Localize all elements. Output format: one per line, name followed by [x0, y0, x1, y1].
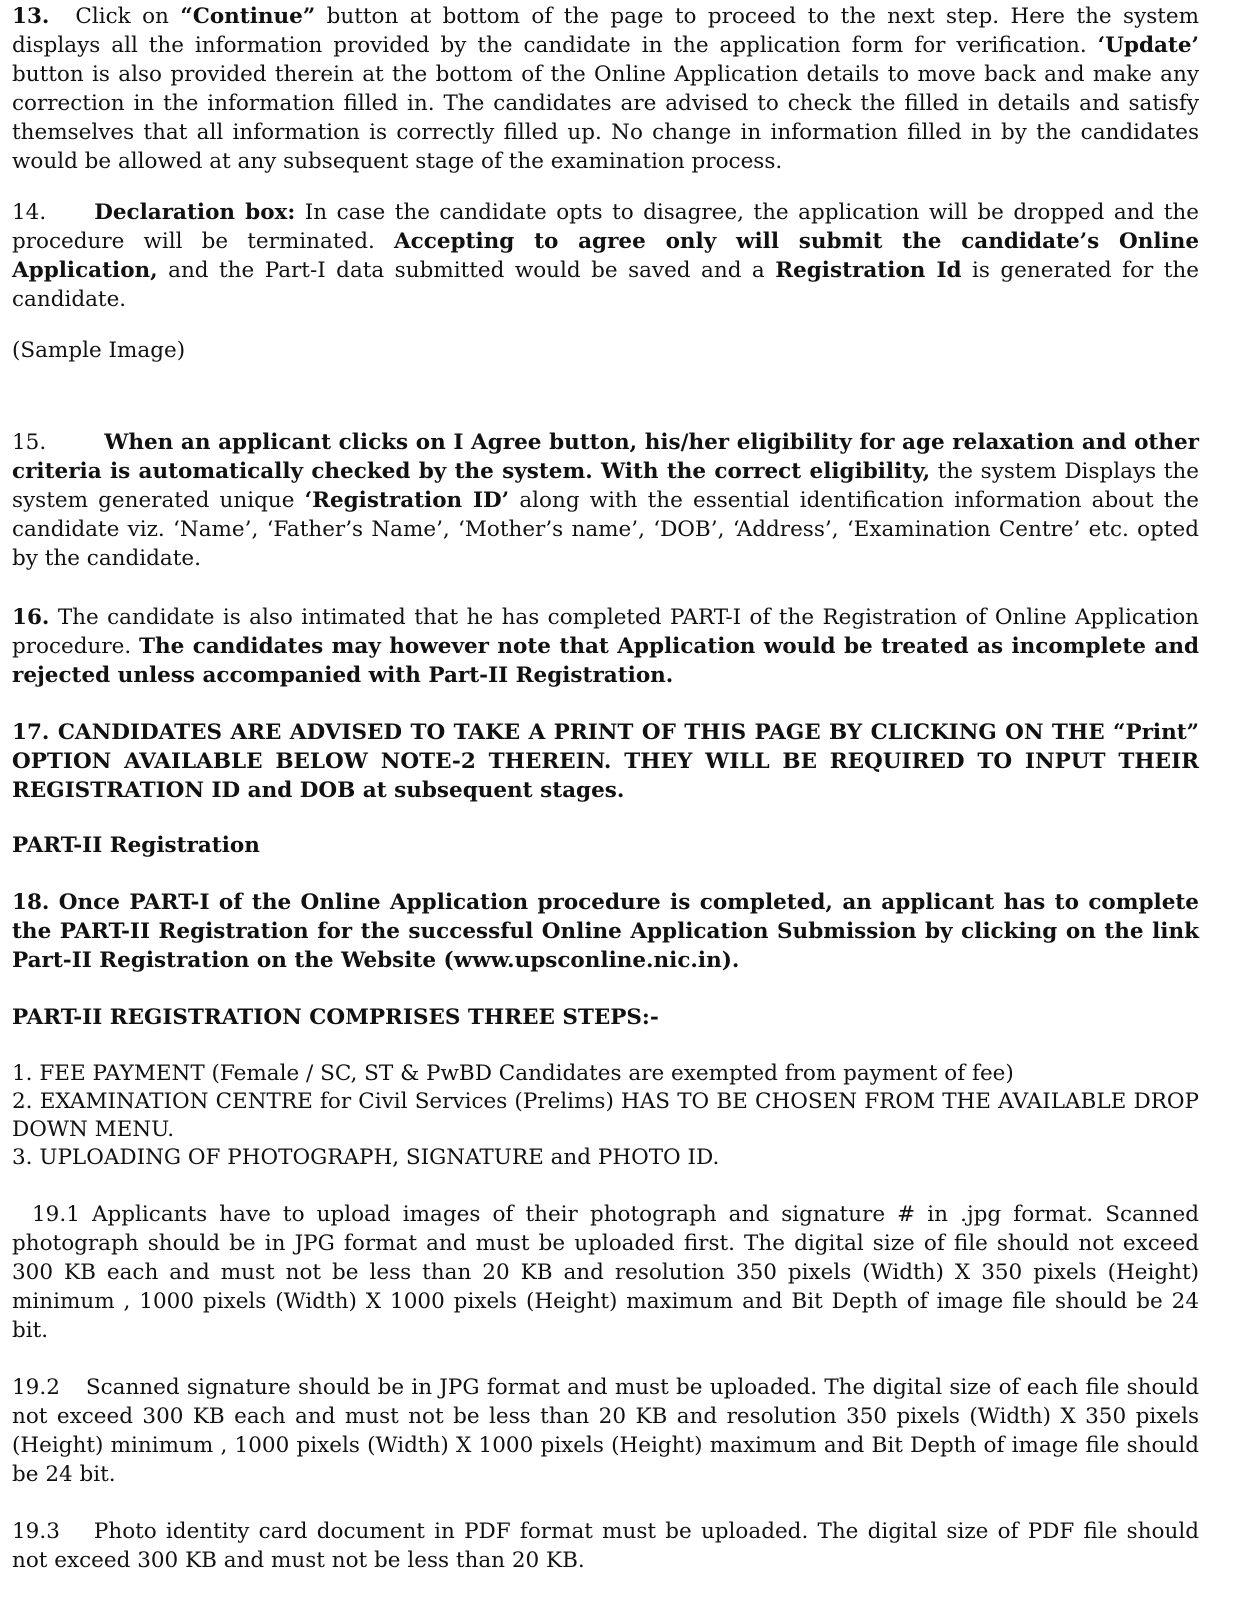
paragraph-19-1: 19.1 Applicants have to upload images of their photograph and signature # in .jpg format. Scanned photograph should be in JPG format and must be uploaded first. The digital size of file should not exceed 300 KB each and must not be less than 20 KB and resolution 350 pixels (Width) X 350 pixels (Height) minimum , 1000 pixels (Width) X 1000 pixels (Height) maximum and Bit Depth of image file should be 24 bit.: [12, 1202, 1199, 1343]
paragraph-13-number: 13.: [12, 4, 50, 29]
steps-heading: PART-II REGISTRATION COMPRISES THREE STEPS:-: [12, 1005, 659, 1030]
paragraph-16: 16. The candidate is also intimated that he has completed PART-I of the Registration of Online Application procedure. The candidates may however note that Application would be treated as incomplete and rejected unless accompanied with Part-II Registration.: [12, 605, 1200, 688]
part2-heading: PART-II Registration: [12, 833, 260, 858]
paragraph-19-3-number: 19.3: [12, 1519, 60, 1544]
steps-list: [12, 1060, 1199, 1172]
paragraph-19-2: 19.2 Scanned signature should be in JPG format and must be uploaded. The digital size of each file should not exceed 300 KB each and must not be less than 20 KB and resolution 350 pixels (Width) X 350 pixels (Height) minimum , 1000 pixels (Width) X 1000 pixels (Height) maximum and Bit Depth of image file should be 24 bit.: [12, 1375, 1199, 1487]
paragraph-15-number: 15.: [12, 430, 47, 455]
list-item: 2. EXAMINATION CENTRE for Civil Services (Prelims) HAS TO BE CHOSEN FROM THE AVAILABLE DROP DOWN MENU.: [12, 1089, 1199, 1142]
list-item: 1. FEE PAYMENT (Female / SC, ST & PwBD Candidates are exempted from payment of fee): [12, 1061, 1014, 1086]
sample-image-label: (Sample Image): [12, 338, 186, 363]
paragraph-16-number: 16.: [12, 605, 50, 630]
paragraph-14: 14. Declaration box: In case the candidate opts to disagree, the application will be dropped and the procedure will be terminated. Accepting to agree only will submit the candidate’s Online Application, and the Part-I data submitted would be saved and a Registration Id is generated for the candidate.: [12, 200, 1200, 312]
paragraph-18: 18. Once PART-I of the Online Application procedure is completed, an applicant has to complete the PART-II Registration for the successful Online Application Submission by clicking on the link Part-II Registration on the Website (www.upsconline.nic.in).: [12, 890, 1199, 973]
paragraph-19-2-number: 19.2: [12, 1375, 60, 1400]
paragraph-19-3: 19.3 Photo identity card document in PDF format must be uploaded. The digital size of PDF file should not exceed 300 KB and must not be less than 20 KB.: [12, 1519, 1199, 1573]
paragraph-15: 15. When an applicant clicks on I Agree button, his/her eligibility for age relaxation and other criteria is automatically checked by the system. With the correct eligibility, the system Displays the system generated unique ‘Registration ID’ along with the essential identification information about the candidate viz. ‘Name’, ‘Father’s Name’, ‘Mother’s name’, ‘DOB’, ‘Address’, ‘Examination Centre’ etc. opted by the candidate.: [12, 430, 1200, 571]
list-item: 3. UPLOADING OF PHOTOGRAPH, SIGNATURE and PHOTO ID.: [12, 1145, 720, 1170]
paragraph-17: 17. CANDIDATES ARE ADVISED TO TAKE A PRINT OF THIS PAGE BY CLICKING ON THE “Print” OPTION AVAILABLE BELOW NOTE-2 THEREIN. THEY WILL BE REQUIRED TO INPUT THEIR REGISTRATION ID and DOB at subsequent stages.: [12, 720, 1199, 803]
paragraph-13: 13. Click on “Continue” button at bottom of the page to proceed to the next step. Here the system displays all the information provided by the candidate in the application form for verification. ‘Update’ button is also provided therein at the bottom of the Online Application details to move back and make any correction in the information filled in. The candidates are advised to check the filled in details and satisfy themselves that all information is correctly filled up. No change in information filled in by the candidates would be allowed at any subsequent stage of the examination process.: [12, 4, 1200, 174]
paragraph-14-number: 14.: [12, 200, 47, 225]
